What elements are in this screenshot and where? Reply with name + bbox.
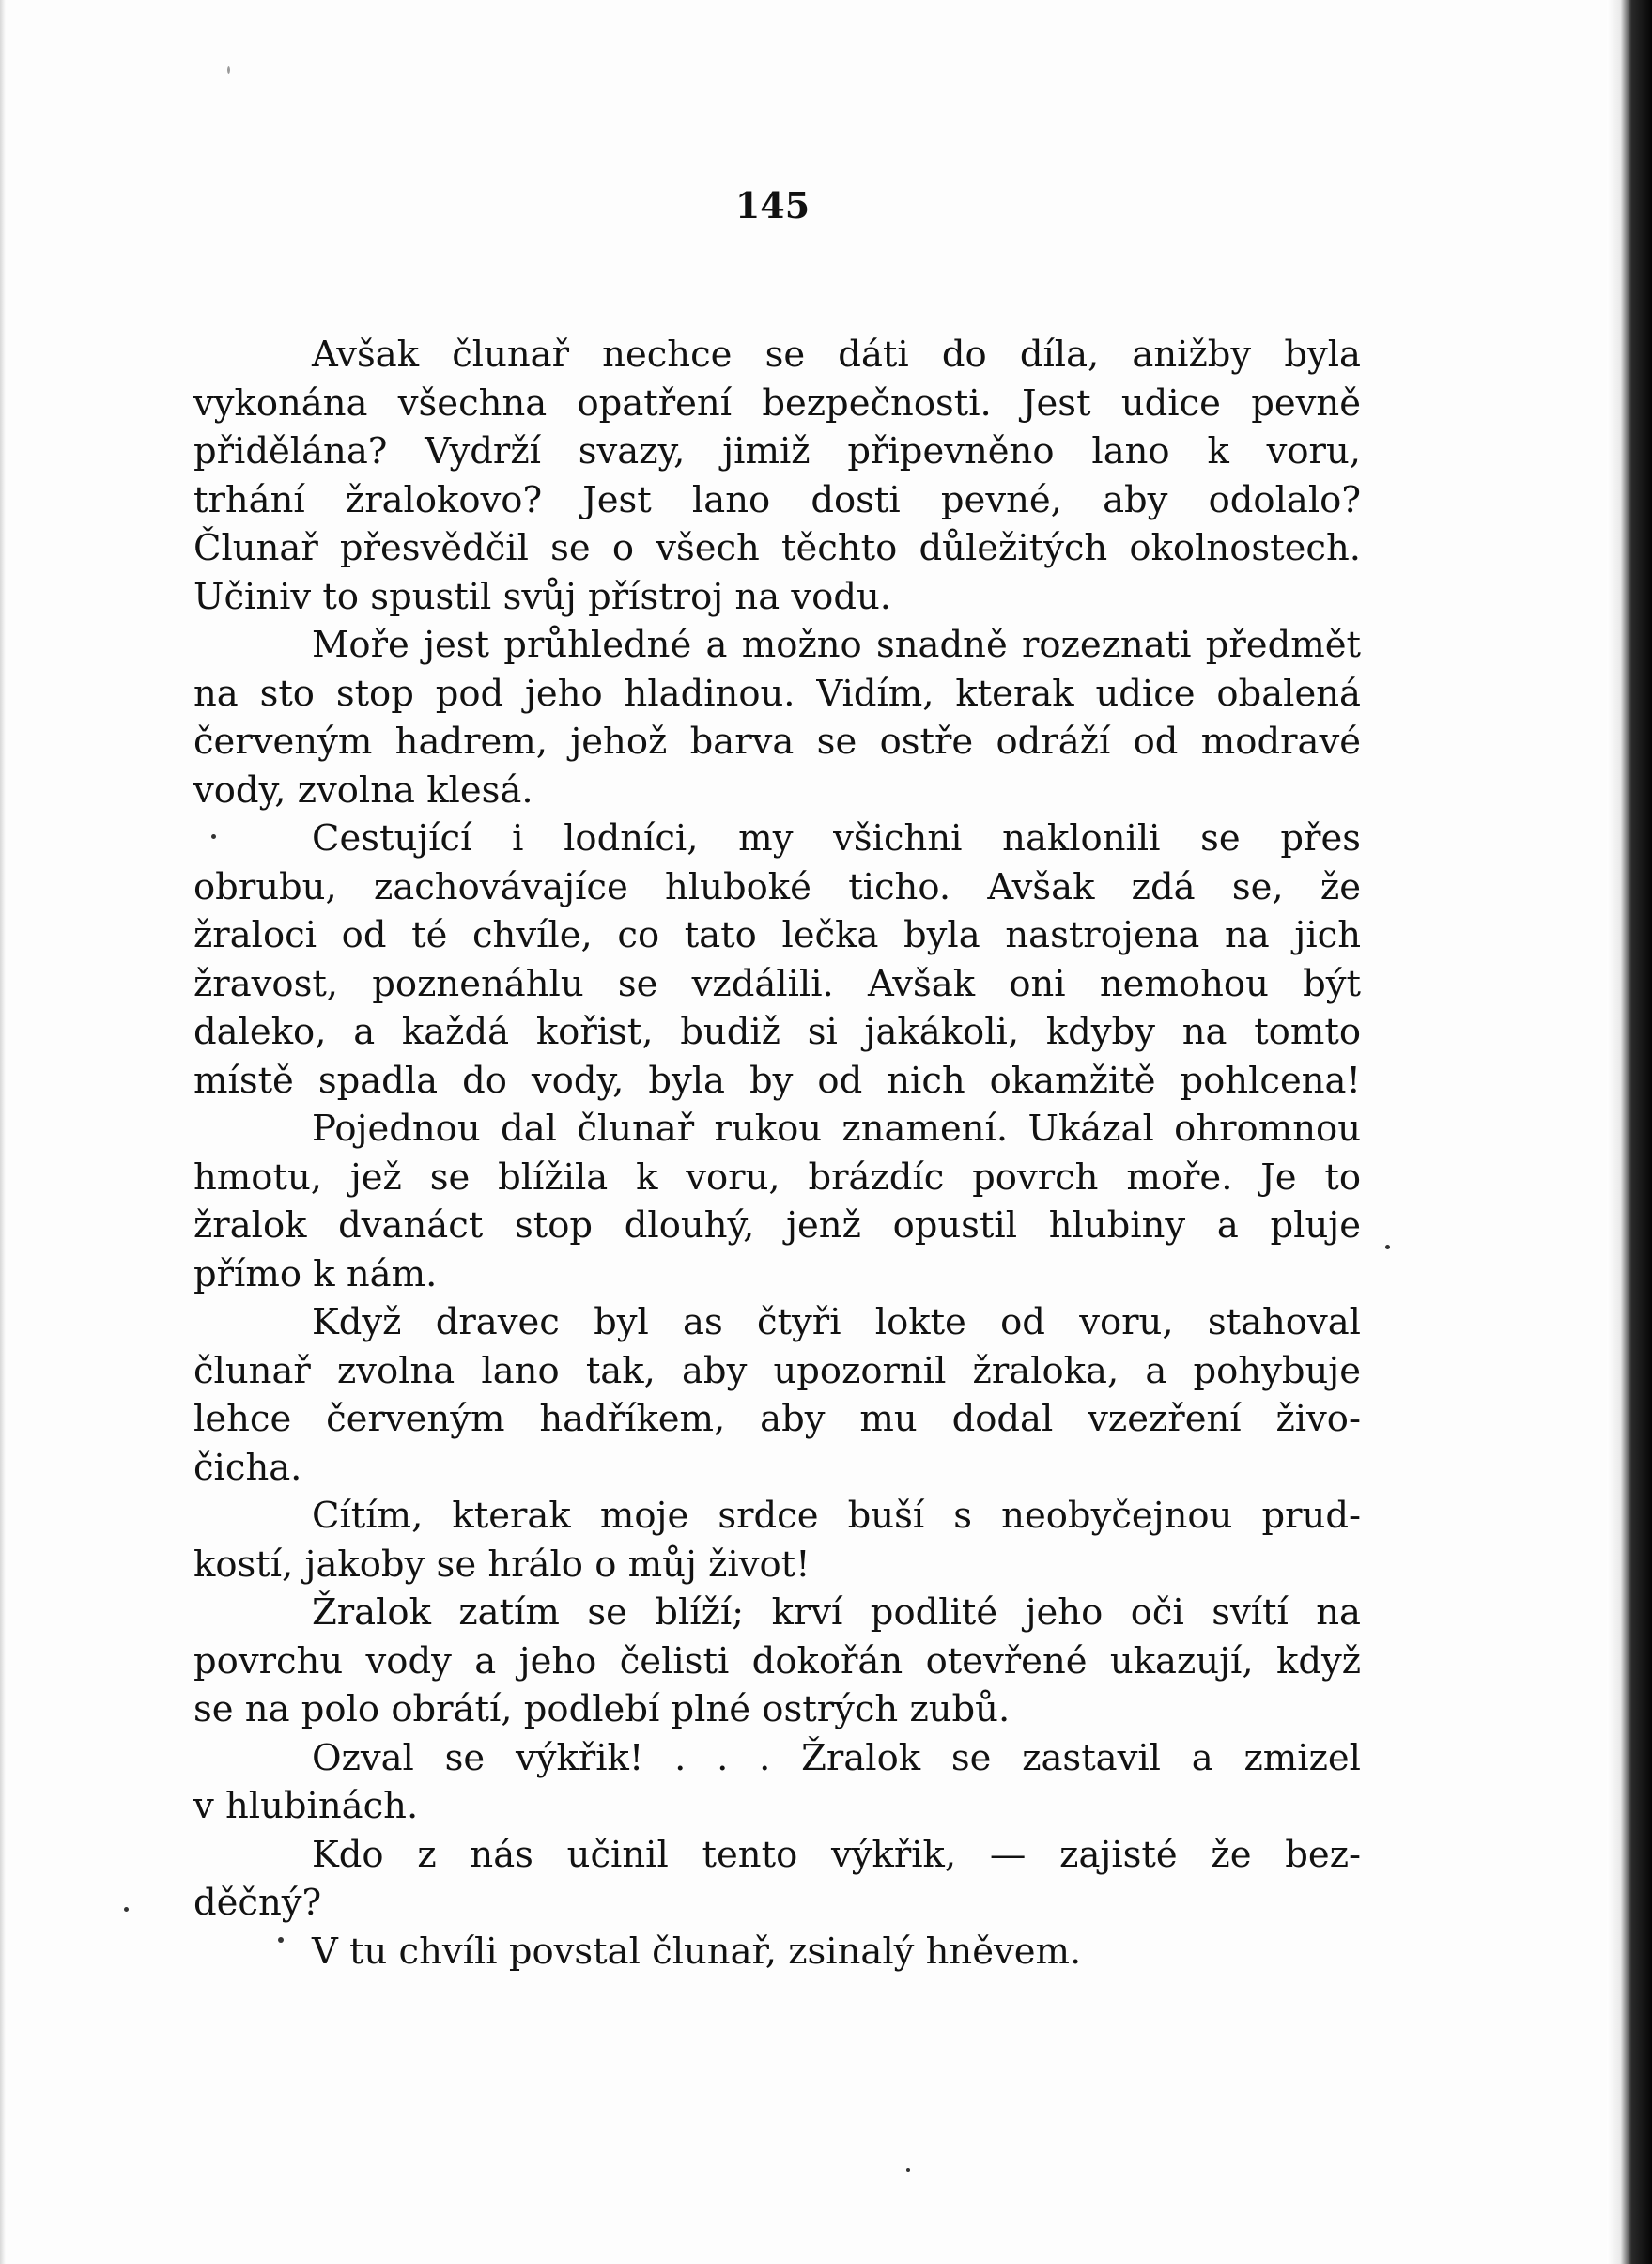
text-line: Ozval se výkřik! . . . Žralok se zastavil a zmizel xyxy=(312,1736,1361,1779)
text-line: na sto stop pod jeho hladinou. Vidím, kterak udice obalená xyxy=(193,672,1361,715)
text-line: Cestující i lodníci, my všichni naklonili se přes xyxy=(312,817,1361,860)
text-line: Žralok zatím se blíží; krví podlité jeho oči svítí na xyxy=(312,1591,1361,1634)
scan-speck xyxy=(227,66,230,74)
scan-speck xyxy=(211,834,216,839)
text-line: žravost, poznenáhlu se vzdálili. Avšak oni nemohou být xyxy=(193,962,1361,1005)
text-line: Moře jest průhledné a možno snadně rozeznati předmět xyxy=(312,624,1361,666)
text-line: hmotu, jež se blížila k voru, brázdíc povrch moře. Je to xyxy=(193,1155,1361,1199)
text-line: vody, zvolna klesá. xyxy=(193,768,533,812)
text-line: místě spadla do vody, byla by od nich okamžitě pohlcena! xyxy=(193,1059,1361,1102)
body-text xyxy=(193,331,1361,1976)
text-line: žraloci od té chvíle, co tato lečka byla nastrojena na jich xyxy=(193,914,1361,956)
text-line: přidělána? Vydrží svazy, jimiž připevněno lano k voru, xyxy=(193,430,1361,473)
text-line: Kdo z nás učinil tento výkřik, — zajisté že bez- xyxy=(312,1833,1361,1876)
text-line: žralok dvanáct stop dlouhý, jenž opustil hlubiny a pluje xyxy=(193,1204,1361,1247)
page-number: 145 xyxy=(734,184,811,226)
text-line: člunař zvolna lano tak, aby upozornil žraloka, a pohybuje xyxy=(193,1349,1361,1392)
text-line: Když dravec byl as čtyři lokte od voru, stahoval xyxy=(312,1301,1361,1343)
text-line: vykonána všechna opatření bezpečnosti. Jest udice pevně xyxy=(193,381,1361,425)
text-line: obrubu, zachovávajíce hluboké ticho. Avšak zdá se, že xyxy=(193,865,1361,908)
text-line: se na polo obrátí, podlebí plné ostrých zubů. xyxy=(193,1688,1011,1730)
text-line: Člunař přesvědčil se o všech těchto důležitých okolnostech. xyxy=(193,527,1361,569)
text-line: děčný? xyxy=(193,1882,322,1924)
scan-speck xyxy=(906,2168,910,2172)
text-line: v hlubinách. xyxy=(193,1785,419,1827)
text-line: Avšak člunař nechce se dáti do díla, anižby byla xyxy=(312,333,1361,376)
scan-speck xyxy=(278,1937,284,1943)
text-line: daleko, a každá kořist, budiž si jakákoli, kdyby na tomto xyxy=(193,1011,1361,1053)
text-line: přímo k nám. xyxy=(193,1252,438,1295)
text-line: Učiniv to spustil svůj přístroj na vodu. xyxy=(193,575,892,618)
text-line: červeným hadrem, jehož barva se ostře odráží od modravé xyxy=(193,721,1361,763)
scan-dark-edge xyxy=(1607,0,1652,2264)
text-line: čicha. xyxy=(193,1446,302,1489)
text-line: povrchu vody a jeho čelisti dokořán otevřené ukazují, když xyxy=(193,1639,1361,1682)
text-line: kostí, jakoby se hrálo o můj život! xyxy=(193,1543,811,1586)
text-line: Cítím, kterak moje srdce buší s neobyčejnou prud- xyxy=(312,1495,1361,1537)
text-line: Pojednou dal člunař rukou znamení. Ukázal ohromnou xyxy=(312,1108,1361,1150)
text-line: V tu chvíli povstal člunař, zsinalý hněvem. xyxy=(312,1930,1082,1973)
text-line: trhání žralokovo? Jest lano dosti pevné, aby odolalo? xyxy=(193,478,1361,521)
text-line: lehce červeným hadříkem, aby mu dodal vzezření živo- xyxy=(193,1398,1361,1440)
page-left-edge xyxy=(0,0,6,2264)
scan-speck xyxy=(124,1907,129,1912)
scan-speck xyxy=(1385,1245,1390,1249)
